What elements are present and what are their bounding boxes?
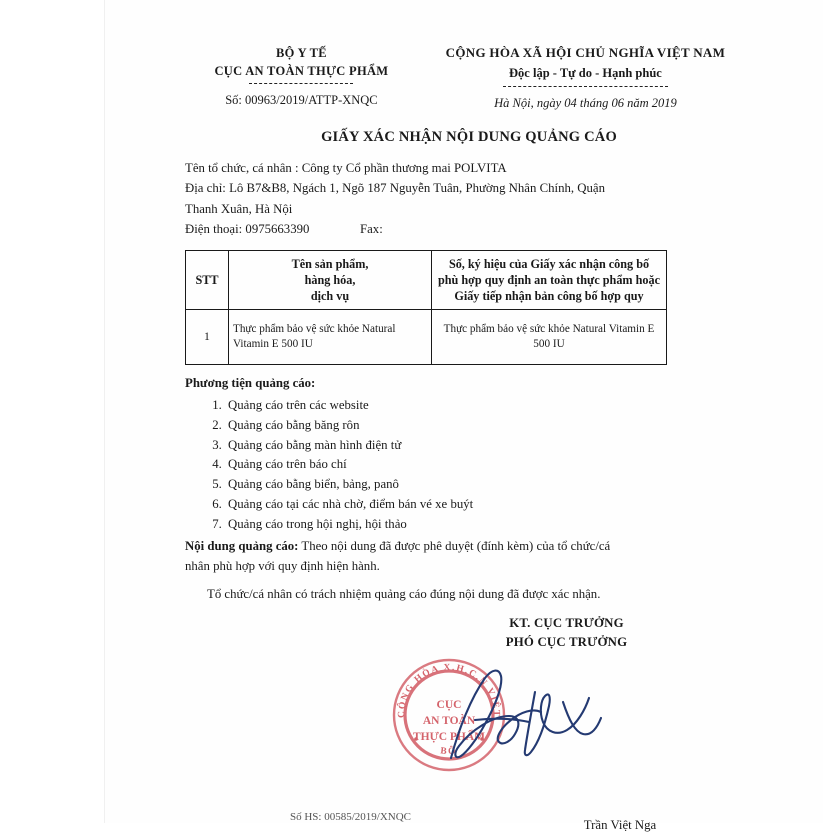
cell-product-name: Thực phẩm bảo vệ sức khỏe Natural Vitamin E 500 IU [229,309,432,364]
column-header-product-line2: hàng hóa, [304,272,356,287]
column-header-number-line2: phù hợp quy định an toàn thực phẩm hoặc [437,272,661,287]
ministry-name: BỘ Y TẾ [275,46,327,60]
svg-text:BỘ: BỘ [439,746,459,758]
table-header-row [186,250,667,309]
seal-and-signature [390,656,657,833]
organization-name: Tên tổ chức, cá nhân : Công ty Cổ phần thương mai POLVITA [185,160,507,175]
organization-address-line2: Thanh Xuân, Hà Nội [185,201,293,216]
signer-title-line2: PHÓ CỤC TRƯỞNG [505,635,628,650]
column-header-stt: STT [186,250,229,309]
column-header-product [229,250,432,309]
organization-info [185,159,753,240]
column-header-product-line3: dịch vụ [310,288,350,303]
column-header-declaration-number [432,250,667,309]
svg-text:CỤC: CỤC [436,699,462,712]
organization-phone: Điện thoại: 0975663390 [185,222,310,237]
list-item: 2. Quảng cáo bằng băng rôn [225,416,753,436]
cell-stt: 1 [186,309,229,364]
document-header [185,44,753,111]
organization-fax: Fax: [360,222,383,237]
header-divider-right [503,86,668,87]
svg-text:THỰC PHẨM: THỰC PHẨM [412,731,486,744]
national-heading-block [418,44,753,111]
national-motto: Độc lập - Tự do - Hạnh phúc [509,65,662,80]
advertising-content-paragraph [185,537,753,577]
list-item: 7. Quảng cáo trong hội nghị, hội thảo [225,515,753,535]
product-table [185,250,667,365]
table-row [186,309,667,364]
national-title: CỘNG HÒA XÃ HỘI CHỦ NGHĨA VIỆT NAM [445,45,726,60]
svg-text:CỘNG HÒA X.H.C.N VIỆT: CỘNG HÒA X.H.C.N VIỆT [396,663,502,719]
cell-declaration-number: Thực phẩm bảo vệ sức khỏe Natural Vitamin E 500 IU [432,309,667,364]
column-header-number-line3: Giấy tiếp nhận bản công bố hợp quy [454,288,644,303]
handwritten-signature [445,662,605,770]
document-number: Số: 00963/2019/ATTP-XNQC [225,93,378,108]
organization-address-line1: Địa chỉ: Lô B7&B8, Ngách 1, Ngõ 187 Nguyễn Tuân, Phường Nhân Chính, Quận [185,181,605,196]
header-divider-left [249,83,353,84]
contact-row [185,220,753,239]
media-list [185,396,753,535]
list-item: 3. Quảng cáo bằng màn hình điện tử [225,436,753,456]
media-heading: Phương tiện quảng cáo: [185,375,316,390]
signer-title-line1: KT. CỤC TRƯỞNG [509,616,624,631]
issuing-authority-block [185,44,418,111]
list-item: 6. Quảng cáo tại các nhà chờ, điểm bán vé xe buýt [225,495,753,515]
advertising-content-text-line2: nhân phù hợp với quy định hiện hành. [185,558,380,573]
signer-name: Trần Việt Nga [583,818,657,833]
svg-text:AN TOÀN: AN TOÀN [422,715,476,728]
column-header-number-line1: Số, ký hiệu của Giấy xác nhận công bố [448,256,650,271]
responsibility-paragraph: Tổ chức/cá nhân có trách nhiệm quảng cáo đúng nội dung đã được xác nhận. [207,587,601,602]
column-header-product-line1: Tên sản phẩm, [291,256,369,271]
list-item: 5. Quảng cáo bằng biển, bảng, panô [225,475,753,495]
advertising-content-text: Theo nội dung đã được phê duyệt (đính kèm) của tổ chức/cá [298,538,611,553]
document-page [105,0,823,833]
place-and-date: Hà Nội, ngày 04 tháng 06 năm 2019 [494,95,677,110]
department-name: CỤC AN TOÀN THỰC PHẨM [214,64,389,79]
list-item: 4. Quảng cáo trên báo chí [225,455,753,475]
signer-title [380,614,753,652]
advertising-content-label: Nội dung quảng cáo: [185,538,299,553]
list-item: 1. Quảng cáo trên các website [225,396,753,416]
footer-reference: Số HS: 00585/2019/XNQC [290,811,412,823]
page-title: GIẤY XÁC NHẬN NỘI DUNG QUẢNG CÁO [321,128,617,145]
